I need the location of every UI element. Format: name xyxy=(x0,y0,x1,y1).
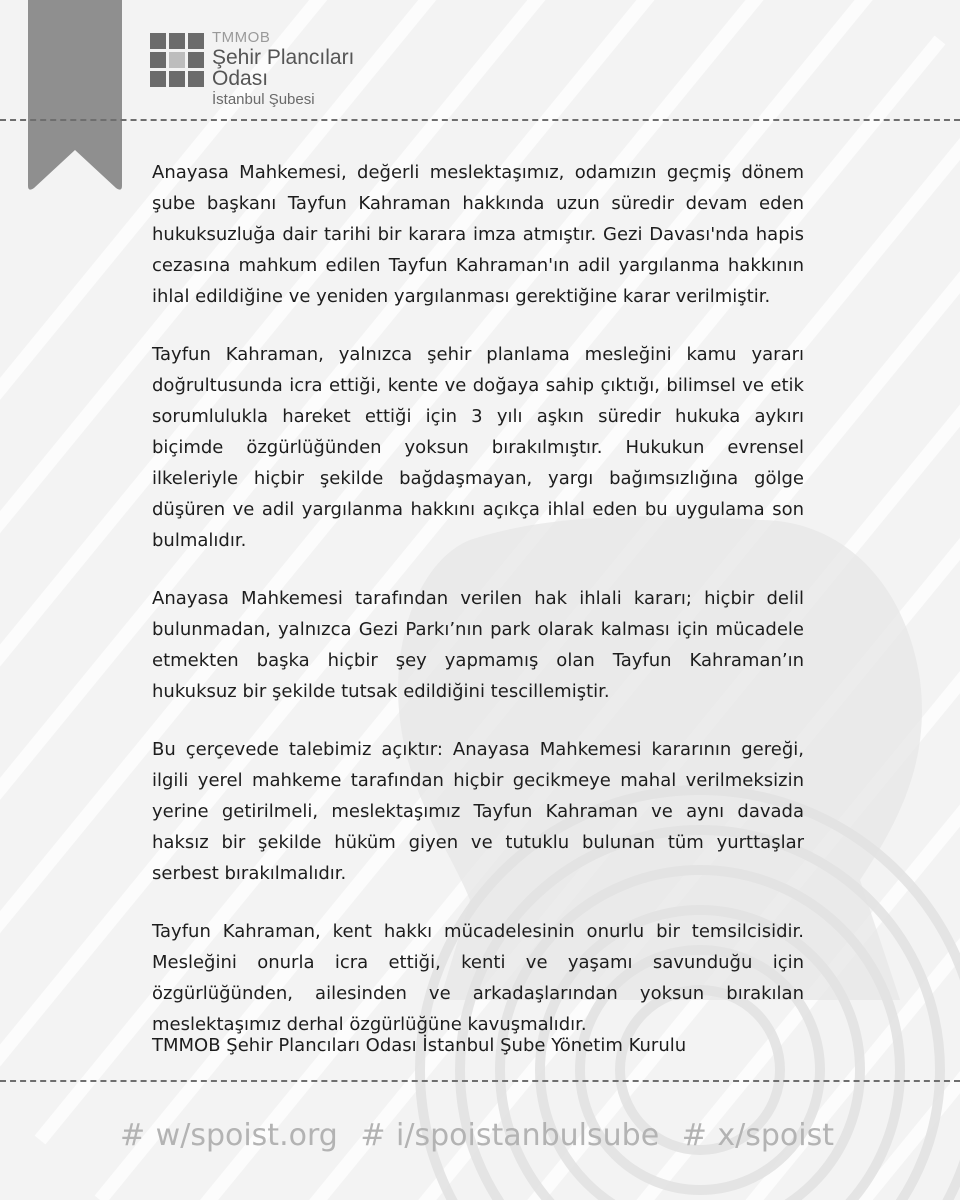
signature: TMMOB Şehir Plancıları Odası İstanbul Şube Yönetim Kurulu xyxy=(152,1035,687,1056)
bookmark-ribbon-icon xyxy=(0,0,130,200)
paragraph-2: Tayfun Kahraman, yalnızca şehir planlama mesleğini kamu yararı doğrultusunda icra ettiği, kente ve doğaya sahip çıktığı, bilimsel ve etik sorumlulukla hareket ettiği için 3 yılı aşkın süredir hukuka aykırı biçimde özgürlüğünden yoksun bırakılmıştır. Hukukun evrensel ilkeleriyle hiçbir şekilde bağdaşmayan, yargı bağımsızlığına gölge düşüren ve adil yargılanma hakkını açıkça ihlal eden bu uygulama son bulmalıdır. xyxy=(152,344,804,551)
bottom-divider xyxy=(0,1080,960,1082)
instagram-link[interactable]: # i/spoistanbulsube xyxy=(360,1118,660,1153)
x-link[interactable]: # x/spoist xyxy=(681,1118,835,1153)
logo-grid-icon xyxy=(150,33,204,87)
organization-logo xyxy=(150,29,410,108)
paragraph-4: Bu çerçevede talebimiz açıktır: Anayasa Mahkemesi kararının gereği, ilgili yerel mahkeme tarafından hiçbir gecikmeye mahal verilmeksizin yerine getirilmeli, meslektaşımız Tayfun Kahraman ve aynı davada haksız bir şekilde hüküm giyen ve tutuklu bulunan tüm yurttaşlar serbest bırakılmalıdır. xyxy=(152,739,804,884)
logo-line-chamber: Şehir Plancıları Odası xyxy=(212,46,355,90)
logo-line-branch: İstanbul Şubesi xyxy=(212,91,315,108)
paragraph-3: Anayasa Mahkemesi tarafından verilen hak ihlali kararı; hiçbir delil bulunmadan, yalnızca Gezi Parkı’nın park olarak kalması için mücadele etmekten başka hiçbir şey yapmamış olan Tayfun Kahraman’ın hukuksuz bir şekilde tutsak edildiğini tescillemiştir. xyxy=(152,588,804,702)
paragraph-1: Anayasa Mahkemesi, değerli meslektaşımız, odamızın geçmiş dönem şube başkanı Tayfun Kahraman hakkında uzun süredir devam eden hukuksuzluğa dair tarihi bir karara imza atmıştır. Gezi Davası'nda hapis cezasına mahkum edilen Tayfun Kahraman'ın adil yargılanma hakkının ihlal edildiğine ve yeniden yargılanması gerektiğine karar verilmiştir. xyxy=(152,162,804,307)
website-link[interactable]: # w/spoist.org xyxy=(120,1118,338,1153)
statement-body xyxy=(152,157,804,1067)
logo-line-tmmob: TMMOB xyxy=(212,29,271,46)
top-divider xyxy=(0,119,960,121)
social-handles xyxy=(120,1118,840,1153)
paragraph-5: Tayfun Kahraman, kent hakkı mücadelesinin onurlu bir temsilcisidir. Mesleğini onurla icra ettiği, kenti ve yaşamı savunduğu için özgürlüğünden, ailesinden ve arkadaşlarından yoksun bırakılan meslektaşımız derhal özgürlüğüne kavuşmalıdır. xyxy=(152,921,804,1035)
